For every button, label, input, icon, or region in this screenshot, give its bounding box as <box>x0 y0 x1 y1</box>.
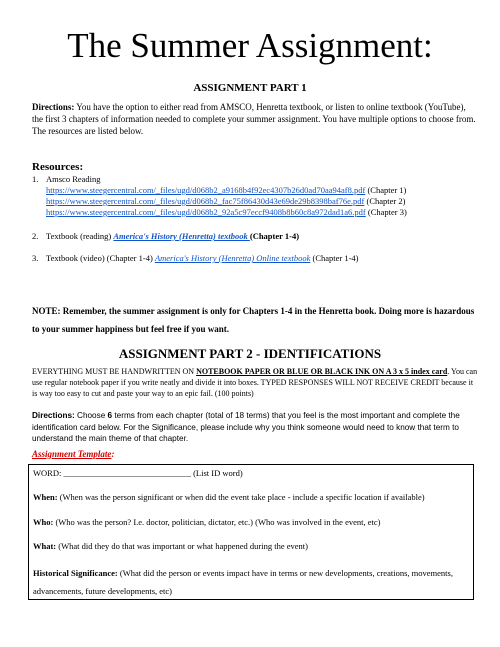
template-label-text: Assignment Template <box>32 449 112 459</box>
directions-label: Directions: <box>32 102 75 112</box>
when-text: (When was the person significant or when did the event take place - include a specific location if available) <box>57 492 425 502</box>
who-label: Who: <box>33 517 54 527</box>
directions-number: 6 <box>107 411 113 420</box>
item-suffix: (Chapter 1-4) <box>310 253 359 263</box>
directions-label: Directions: <box>32 411 75 420</box>
significance-label: Historical Significance: <box>33 568 118 578</box>
item-number: 2. <box>32 231 39 241</box>
significance-text: (What did the person or events impact have in terms or new developments, creations, movements, advancements, future developments, etc) <box>33 568 453 596</box>
chapter-label: (Chapter 3) <box>367 207 407 217</box>
instructions-emphasis: NOTEBOOK PAPER OR BLUE OR BLACK INK ON A 3 x 5 index card <box>196 367 448 376</box>
item-suffix: (Chapter 1-4) <box>249 231 300 241</box>
amsco-link-row-1 <box>46 185 406 196</box>
part2-instructions <box>32 366 478 399</box>
part1-directions <box>32 101 478 137</box>
item-number: 3. <box>32 253 39 263</box>
henretta-textbook-link[interactable]: America's History (Henretta) textbook <box>113 231 250 241</box>
chapter-label: (Chapter 2) <box>366 196 406 206</box>
part2-heading: ASSIGNMENT PART 2 - IDENTIFICATIONS <box>118 346 382 361</box>
resource-item-1 <box>32 174 101 185</box>
when-label: When: <box>33 492 58 502</box>
word-line: ______________________________ <box>61 468 191 478</box>
part1-heading: ASSIGNMENT PART 1 <box>193 82 307 94</box>
item-prefix: Textbook (video) (Chapter 1-4) <box>46 253 155 263</box>
summer-note: NOTE: Remember, the summer assignment is only for Chapters 1-4 in the Henretta book. Doing more is hazardous to your summer happiness but feel free if you want. <box>32 306 475 334</box>
amsco-link-chapter-3[interactable]: https://www.steegercentral.com/_files/ugd/d068b2_92a5c97eccf9408b8b60c8a972dad1a6.pdf <box>46 207 366 217</box>
word-hint: (List ID word) <box>190 468 243 478</box>
page-title: The Summer Assignment: <box>67 26 433 65</box>
what-text: (What did they do that was important or what happened during the event) <box>56 541 308 551</box>
directions-a: Choose <box>74 411 108 420</box>
item-label: Amsco Reading <box>46 174 101 184</box>
what-label: What: <box>33 541 57 551</box>
assignment-template-box <box>28 464 474 600</box>
template-significance-row <box>33 564 467 600</box>
instructions-c: . You can use regular notebook paper if you write neatly and divide it into boxes. TYPED RESPONSES WILL NOT RECEIVE CREDIT because it is way too easy to cut and paste your way to an epic fail. (100 points) <box>32 367 478 398</box>
template-label-colon: : <box>111 449 115 459</box>
resource-item-3 <box>32 253 359 264</box>
who-text: (Who was the person? I.e. doctor, politician, dictator, etc.) (Who was involved in the event, etc) <box>53 517 381 527</box>
resource-item-2 <box>32 231 299 242</box>
amsco-link-chapter-1[interactable]: https://www.steegercentral.com/_files/ugd/d068b2_a9168b4f92ec4307b26d0ad70aa94af8.pdf <box>46 185 366 195</box>
resources-heading: Resources: <box>32 161 84 173</box>
chapter-label: (Chapter 1) <box>367 185 407 195</box>
template-who-row <box>33 517 467 528</box>
part2-directions <box>32 410 478 445</box>
henretta-online-link[interactable]: America's History (Henretta) Online textbook <box>154 253 311 263</box>
template-word-row <box>33 468 467 479</box>
amsco-link-row-2 <box>46 196 405 207</box>
amsco-link-row-3 <box>46 207 407 218</box>
template-when-row <box>33 492 467 503</box>
template-label <box>32 449 114 459</box>
directions-b: terms from each chapter (total of 18 terms) that you feel is the most important and complete the identification card below. For the Significance, please include why you think someone would need to know that term to understand the main theme of that chapter. <box>32 411 460 443</box>
item-number: 1. <box>32 174 39 184</box>
template-what-row <box>33 541 467 552</box>
amsco-link-chapter-2[interactable]: https://www.steegercentral.com/_files/ugd/d068b2_fac75f86430d43e69de29b8398baf76e.pdf <box>46 196 365 206</box>
instructions-a: EVERYTHING MUST BE HANDWRITTEN ON <box>32 367 197 376</box>
item-prefix: Textbook (reading) <box>46 231 114 241</box>
directions-text: You have the option to either read from AMSCO, Henretta textbook, or listen to online textbook (YouTube), the first 3 chapters of information needed to complete your summer assignment. You have multiple options to choose from. The resources are listed below. <box>32 102 476 136</box>
word-label: WORD: <box>33 468 62 478</box>
